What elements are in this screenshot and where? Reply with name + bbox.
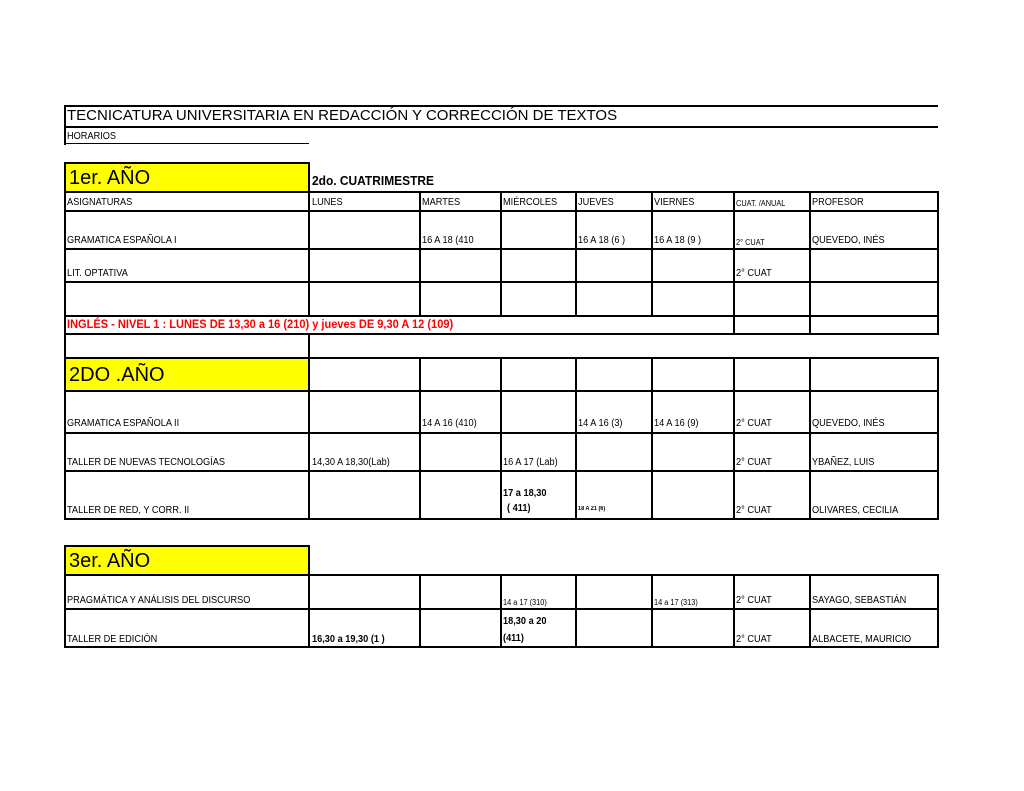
viernes-cell: 16 A 18 (9 ) [654, 235, 702, 246]
page-title: TECNICATURA UNIVERSITARIA EN REDACCIÓN Y CORRECCIÓN DE TEXTOS [67, 107, 618, 124]
miercoles-cell-line2: (411) [503, 633, 524, 644]
miercoles-cell-line1: 17 a 18,30 [503, 488, 547, 499]
col-header-miercoles: MIÉRCOLES [503, 197, 558, 208]
miercoles-cell-line1: 18,30 a 20 [503, 616, 547, 627]
col-header-cuat: CUAT. /ANUAL [736, 199, 786, 208]
cuat-cell: 2° CUAT [736, 457, 772, 468]
miercoles-cell: 14 a 17 (310) [503, 598, 547, 607]
year1-label: 1er. AÑO [69, 167, 151, 189]
col-header-asignaturas: ASIGNATURAS [67, 197, 133, 208]
cuat-cell: 2° CUAT [736, 418, 772, 429]
jueves-cell: 16 A 18 (6 ) [578, 235, 626, 246]
viernes-cell: 14 A 16 (9) [654, 418, 699, 429]
col-header-viernes: VIERNES [654, 197, 695, 208]
profesor-cell: YBAÑEZ, LUIS [812, 457, 875, 468]
jueves-cell: 14 A 16 (3) [578, 418, 623, 429]
subject-cell: TALLER DE EDICIÓN [67, 634, 158, 645]
cuat-cell: 2° CUAT [736, 634, 772, 645]
cuat-cell: 2° CUAT [736, 505, 772, 516]
subject-cell: PRAGMÁTICA Y ANÁLISIS DEL DISCURSO [67, 595, 251, 606]
page-subtitle: HORARIOS [67, 131, 117, 142]
profesor-cell: ALBACETE, MAURICIO [812, 634, 912, 645]
subject-cell: GRAMATICA ESPAÑOLA I [67, 235, 177, 246]
subject-cell: GRAMATICA ESPAÑOLA II [67, 418, 180, 429]
year2-label: 2DO .AÑO [69, 364, 165, 386]
lunes-cell: 16,30 a 19,30 (1 ) [312, 634, 385, 645]
profesor-cell: SAYAGO, SEBASTIÁN [812, 595, 907, 606]
col-header-martes: MARTES [422, 197, 461, 208]
cuat-cell: 2° CUAT [736, 595, 772, 606]
martes-cell: 14 A 16 (410) [422, 418, 477, 429]
miercoles-cell: 16 A 17 (Lab) [503, 457, 558, 468]
subject-cell: TALLER DE NUEVAS TECNOLOGÍAS [67, 457, 225, 468]
subject-cell: TALLER DE RED, Y CORR. II [67, 505, 190, 516]
martes-cell: 16 A 18 (410 [422, 235, 474, 246]
year3-label: 3er. AÑO [69, 550, 151, 572]
col-header-lunes: LUNES [312, 197, 343, 208]
viernes-cell: 14 a 17 (313) [654, 598, 698, 607]
col-header-jueves: JUEVES [578, 197, 614, 208]
cuat-cell: 2° CUAT [736, 268, 772, 279]
profesor-cell: QUEVEDO, INÉS [812, 418, 885, 429]
term-label: 2do. CUATRIMESTRE [312, 173, 435, 188]
subject-cell: LIT. OPTATIVA [67, 268, 128, 279]
jueves-cell: 18 A 21 (6) [578, 506, 606, 512]
lunes-cell: 14,30 A 18,30(Lab) [312, 457, 390, 468]
cuat-cell: 2° CUAT [736, 238, 765, 247]
profesor-cell: QUEVEDO, INÉS [812, 235, 885, 246]
ingles-note: INGLÉS - NIVEL 1 : LUNES DE 13,30 a 16 (210) y jueves DE 9,30 A 12 (109) [67, 317, 454, 331]
col-header-profesor: PROFESOR [812, 197, 864, 208]
profesor-cell: OLIVARES, CECILIA [812, 505, 899, 516]
miercoles-cell-line2: ( 411) [507, 503, 531, 514]
